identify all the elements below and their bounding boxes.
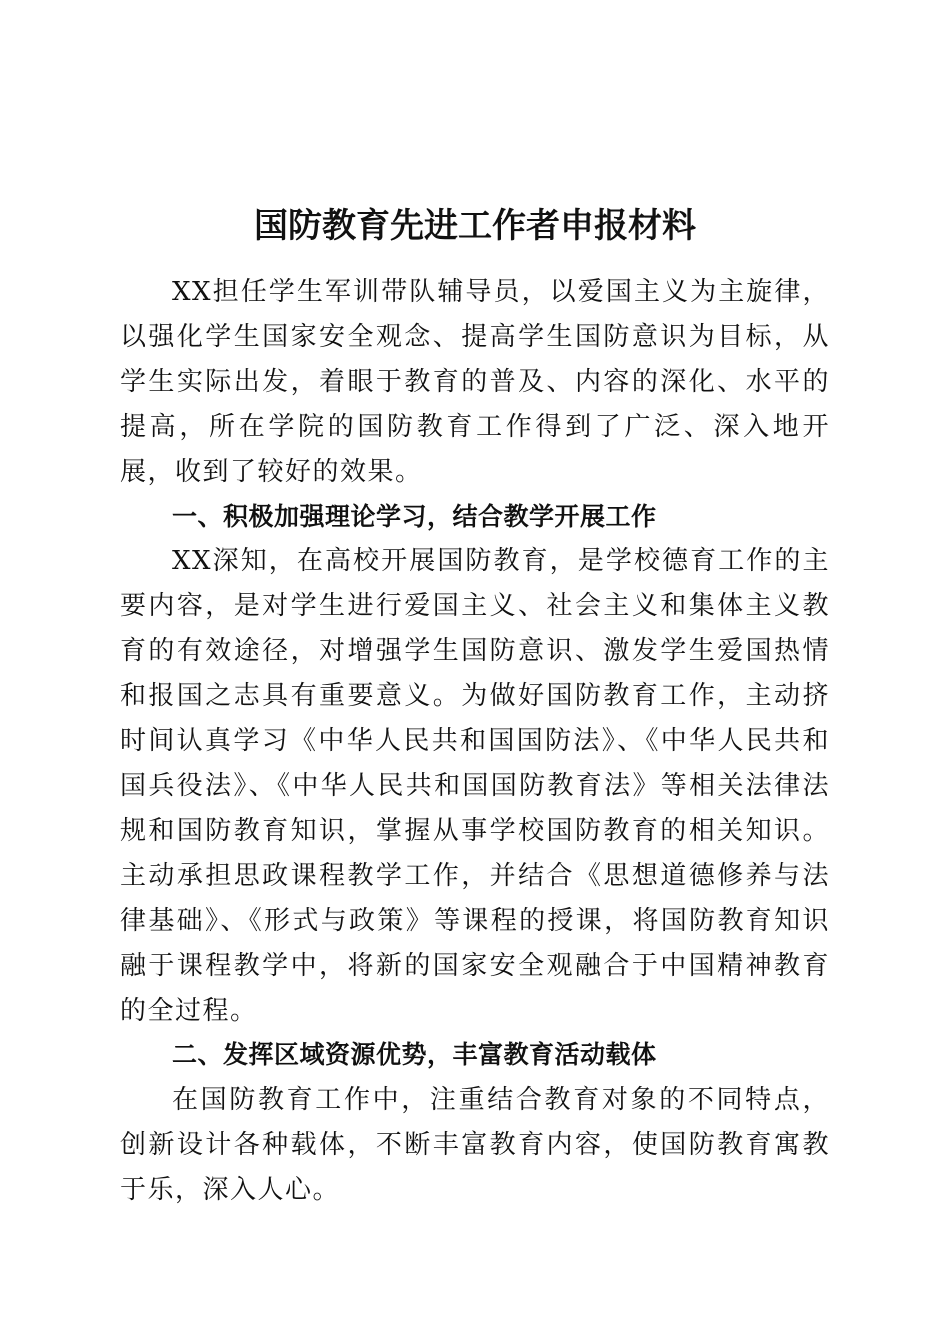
section-2-paragraph: 在国防教育工作中，注重结合教育对象的不同特点，创新设计各种载体，不断丰富教育内容，使国防教育寓教于乐，深入人心。 bbox=[120, 1085, 830, 1206]
section-1-heading: 一、积极加强理论学习，结合教学开展工作 bbox=[172, 501, 657, 531]
section-1-paragraph: XX深知，在高校开展国防教育，是学校德育工作的主要内容，是对学生进行爱国主义、社会主义和集体主义教育的有效途径，对增强学生国防意识、激发学生爱国热情和报国之志具有重要意义。为做好国防教育工作，主动挤时间认真学习《中华人民共和国国防法》、《中华人民共和国兵役法》、《中华人民共和国国防教育法》等相关法律法规和国防教育知识，掌握从事学校国防教育的相关知识。主动承担思政课程教学工作，并结合《思想道德修养与法律基础》、《形式与政策》等课程的授课，将国防教育知识融于课程教学中，将新的国家安全观融合于中国精神教育的全过程。 bbox=[120, 546, 830, 1026]
document-body bbox=[120, 270, 830, 1213]
section-2-heading: 二、发挥区域资源优势，丰富教育活动载体 bbox=[172, 1040, 657, 1070]
document-title: 国防教育先进工作者申报材料 bbox=[254, 205, 696, 246]
intro-paragraph: XX担任学生军训带队辅导员，以爱国主义为主旋律，以强化学生国家安全观念、提高学生国防意识为目标，从学生实际出发，着眼于教育的普及、内容的深化、水平的提高，所在学院的国防教育工作得到了广泛、深入地开展，收到了较好的效果。 bbox=[120, 277, 830, 487]
